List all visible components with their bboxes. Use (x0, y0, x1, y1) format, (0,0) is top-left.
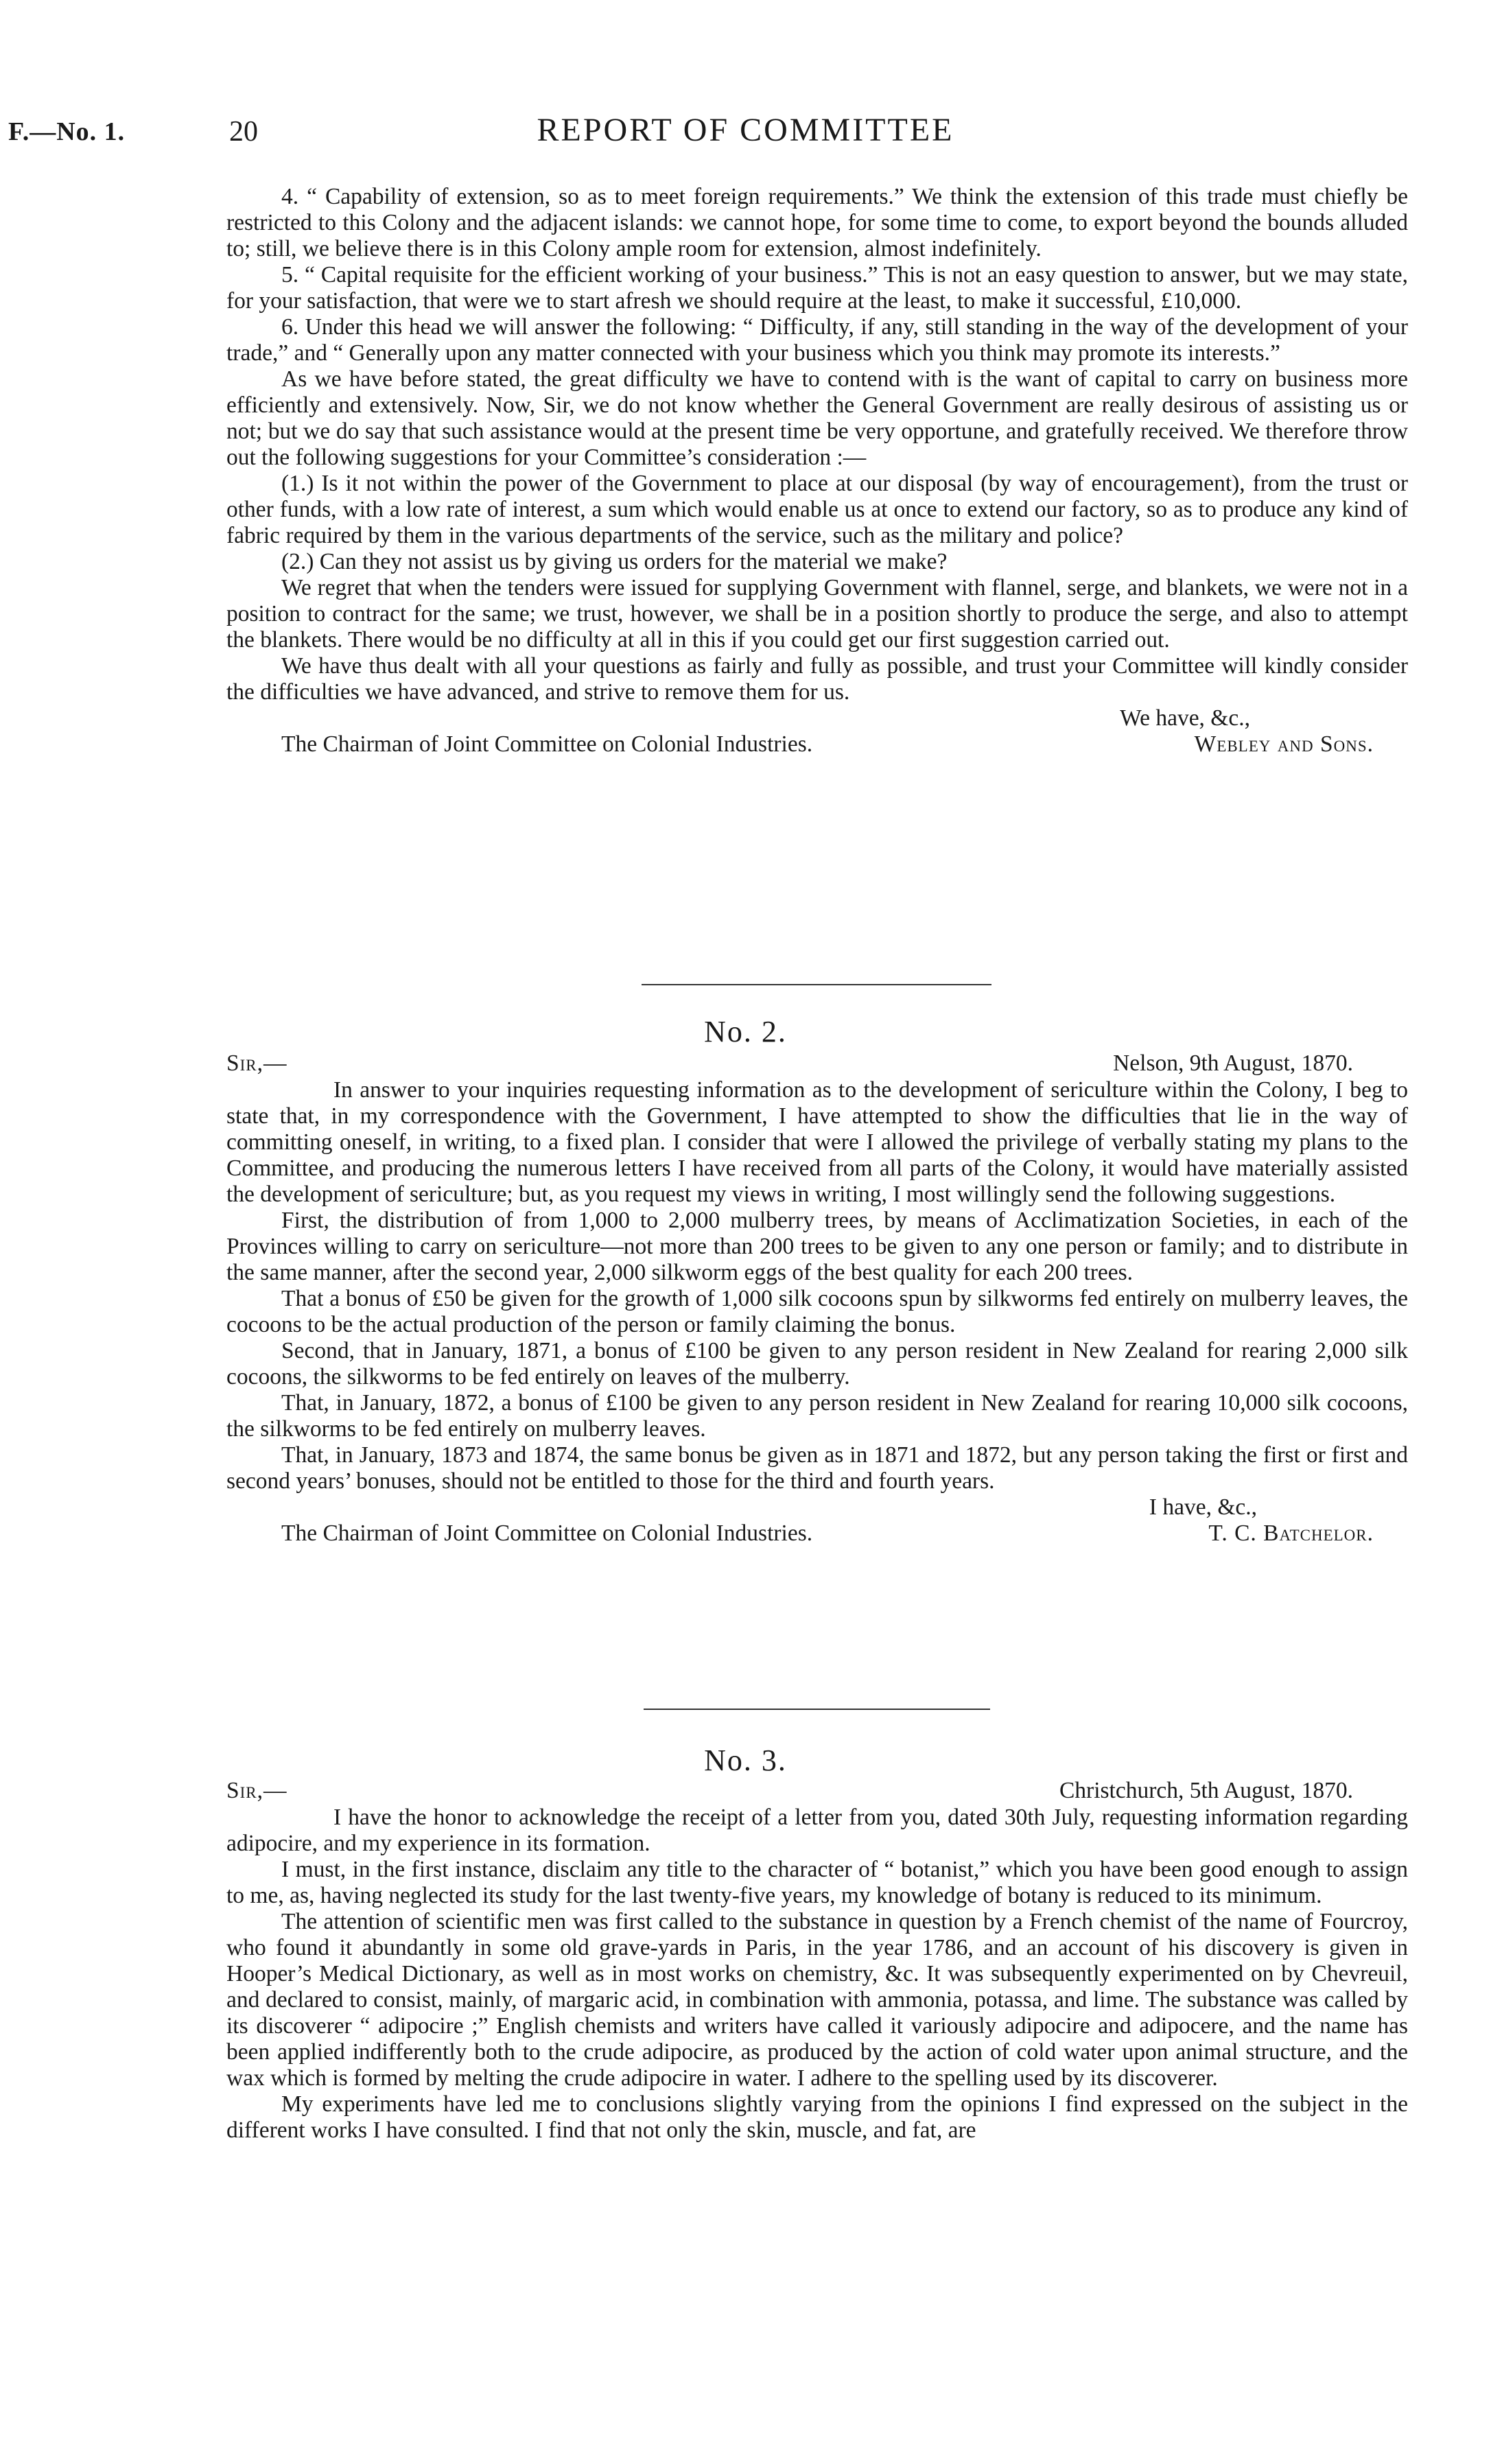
signature: Webley and Sons. (1194, 731, 1374, 757)
letter-2-body (226, 1050, 1408, 1547)
paragraph: Second, that in January, 1871, a bonus of £100 be given to any person resident in New Zealand for rearing 2,000 silk cocoons, the silkworms to be fed entirely on leaves of the mulberry. (226, 1338, 1408, 1389)
paragraph: I must, in the first instance, disclaim any title to the character of “ botanist,” which you have been good enough to assign to me, as, having neglected its study for the last twenty-five years, my knowledge of botany is reduced to its minimum. (226, 1857, 1408, 1908)
paragraph: In answer to your inquiries requesting information as to the development of sericulture within the Colony, I beg to state that, in my correspondence with the Government, I have attempted to show the difficulties that lie in the way of committing oneself, in writing, to a fixed plan. I consider that were I allowed the privilege of verbally stating my plans to the Committee, and producing the numerous letters I have received from all parts of the Colony, it would have materially assisted the development of sericulture; but, as you request my views in writing, I most willingly send the following suggestions. (226, 1077, 1408, 1207)
dateline: Nelson, 9th August, 1870. (1113, 1051, 1353, 1076)
page-number: 20 (229, 116, 258, 148)
valediction-line (226, 1494, 1408, 1521)
addressee: The Chairman of Joint Committee on Colonial Industries. (281, 731, 813, 757)
running-title: REPORT OF COMMITTEE (537, 112, 954, 148)
document-reference: F.—No. 1. (8, 117, 126, 146)
paragraph: The attention of scientific men was first called to the substance in question by a French chemist of the name of Fourcroy, who found it abundantly in some old grave-yards in Paris, in the year 1786, and an account of his discovery is given in Hooper’s Medical Dictionary, as well as in most works on chemistry, &c. It was subsequently experimented on by Chevreuil, and declared to consist, mainly, of margaric acid, in combination with ammonia, potassa, and lime. The substance was called by its discoverer “ adipocire ;” English chemists and writers have called it variously adipocire and adipocere, and the name has been applied indifferently both to the crude adipocire, as produced by the action of cold water upon animal structure, and the wax which is formed by melting the crude adipocire in water. I adhere to the spelling used by its discoverer. (226, 1909, 1408, 2091)
paragraph: That, in January, 1873 and 1874, the same bonus be given as in 1871 and 1872, but any person taking the first or first and second years’ bonuses, should not be entitled to those for the third and fourth years. (226, 1442, 1408, 1494)
paragraph: My experiments have led me to conclusions slightly varying from the opinions I find expressed on the subject in the different works I have consulted. I find that not only the skin, muscle, and fat, are (226, 2091, 1408, 2143)
addressee: The Chairman of Joint Committee on Colonial Industries. (281, 1521, 813, 1546)
paragraph: (2.) Can they not assist us by giving us orders for the material we make? (281, 549, 948, 574)
salutation: Sir,— (226, 1051, 287, 1076)
valediction-line (226, 705, 1408, 731)
signature-line (226, 1521, 1408, 1547)
salutation-line (226, 1050, 1408, 1077)
paragraph: 6. Under this head we will answer the following: “ Difficulty, if any, still standing in the way of the development of your trade,” and “ Generally upon any matter connected with your business which you think may promote its interests.” (226, 314, 1408, 366)
paragraph: We have thus dealt with all your questions as fairly and fully as possible, and trust your Committee will kindly consider the difficulties we have advanced, and strive to remove them for us. (226, 653, 1408, 705)
paragraph: That, in January, 1872, a bonus of £100 be given to any person resident in New Zealand for rearing 10,000 silk cocoons, the silkworms to be fed entirely on mulberry leaves. (226, 1390, 1408, 1442)
letter-1-body (226, 184, 1408, 758)
paragraph: As we have before stated, the great difficulty we have to contend with is the want of capital to carry on business more efficiently and extensively. Now, Sir, we do not know whether the General Government are really desirous of assisting us or not; but we do say that such assistance would at the present time be very opportune, and gratefully received. We therefore throw out the following suggestions for your Committee’s consideration :— (226, 366, 1408, 470)
signature-line (226, 731, 1408, 758)
paragraph: That a bonus of £50 be given for the growth of 1,000 silk cocoons spun by silkworms fed entirely on mulberry leaves, the cocoons to be the actual production of the person or family claiming the bonus. (226, 1286, 1408, 1337)
valediction: We have, &c., (1120, 705, 1250, 731)
paragraph: I have the honor to acknowledge the receipt of a letter from you, dated 30th July, requesting information regarding adipocire, and my experience in its formation. (226, 1805, 1408, 1856)
dateline: Christchurch, 5th August, 1870. (1059, 1778, 1353, 1803)
paragraph: 5. “ Capital requisite for the efficient working of your business.” This is not an easy question to answer, but we may state, for your satisfaction, that were we to start afresh we should require at the least, to make it successful, £10,000. (226, 262, 1408, 314)
section-divider (644, 1709, 990, 1710)
valediction: I have, &c., (1149, 1494, 1257, 1520)
paragraph: 4. “ Capability of extension, so as to meet foreign requirements.” We think the extension of this trade must chiefly be restricted to this Colony and the adjacent islands: we cannot hope, for some time to come, to export beyond the bounds alluded to; still, we believe there is in this Colony ample room for extension, almost indefinitely. (226, 184, 1408, 261)
section-heading: No. 3. (704, 1744, 787, 1777)
paragraph: (1.) Is it not within the power of the Government to place at our disposal (by way of encouragement), from the trust or other funds, with a low rate of interest, a sum which would enable us at once to extend our factory, so as to produce any kind of fabric required by them in the various departments of the service, such as the military and police? (226, 471, 1408, 548)
salutation-line (226, 1777, 1408, 1805)
section-heading: No. 2. (704, 1015, 787, 1048)
section-divider (642, 984, 991, 985)
paragraph: We regret that when the tenders were issued for supplying Government with flannel, serge, and blankets, we were not in a position to contract for the same; we trust, however, we shall be in a position shortly to produce the serge, and also to attempt the blankets. There would be no difficulty at all in this if you could get our first suggestion carried out. (226, 575, 1408, 653)
signature: T. C. Batchelor. (1208, 1521, 1374, 1546)
salutation: Sir,— (226, 1778, 287, 1803)
paragraph: First, the distribution of from 1,000 to 2,000 mulberry trees, by means of Acclimatization Societies, in each of the Provinces willing to carry on sericulture—not more than 200 trees to be given to any one person or family; and to distribute in the same manner, after the second year, 2,000 silkworm eggs of the best quality for each 200 trees. (226, 1208, 1408, 1285)
letter-3-body (226, 1777, 1408, 2144)
